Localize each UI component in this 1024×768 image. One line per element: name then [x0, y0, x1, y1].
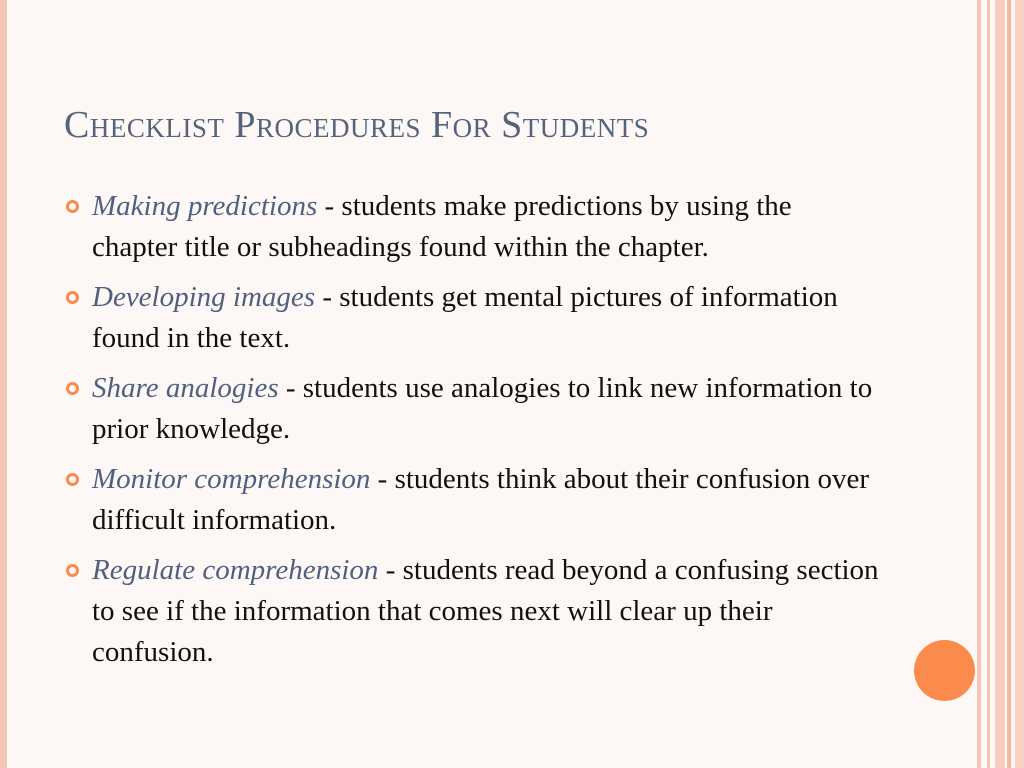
list-item: [64, 550, 880, 673]
decorative-stripe: [995, 0, 1005, 768]
circle-bullet-icon: [66, 291, 79, 304]
term: Monitor comprehension: [92, 463, 371, 495]
list-item: [64, 277, 880, 359]
orange-circle-decoration: [914, 640, 975, 701]
list-item: [64, 459, 880, 541]
decorative-stripe: [1015, 0, 1024, 768]
circle-bullet-icon: [66, 564, 79, 577]
circle-bullet-icon: [66, 382, 79, 395]
right-stripe-decoration: [977, 0, 1024, 768]
left-border-decoration: [0, 0, 7, 768]
description: - students get mental pictures of information found in the text.: [92, 281, 838, 354]
description: - students read beyond a confusing section to see if the information that comes next will clear up their confusion.: [92, 554, 879, 668]
list-item: [64, 368, 880, 450]
term: Regulate comprehension: [92, 554, 379, 586]
term: Developing images: [92, 281, 316, 313]
slide-title: Checklist Procedures For Students: [64, 104, 650, 146]
description: - students think about their confusion over difficult information.: [92, 463, 869, 536]
decorative-stripe: [987, 0, 990, 768]
circle-bullet-icon: [66, 473, 79, 486]
decorative-stripe: [977, 0, 981, 768]
circle-bullet-icon: [66, 200, 79, 213]
list-item: [64, 186, 880, 268]
description: - students use analogies to link new information to prior knowledge.: [92, 372, 873, 445]
term: Making predictions: [92, 190, 318, 222]
decorative-stripe: [1007, 0, 1011, 768]
bullet-list: [64, 186, 880, 682]
description: - students make predictions by using the chapter title or subheadings found within the chapter.: [92, 190, 792, 263]
term: Share analogies: [92, 372, 279, 404]
